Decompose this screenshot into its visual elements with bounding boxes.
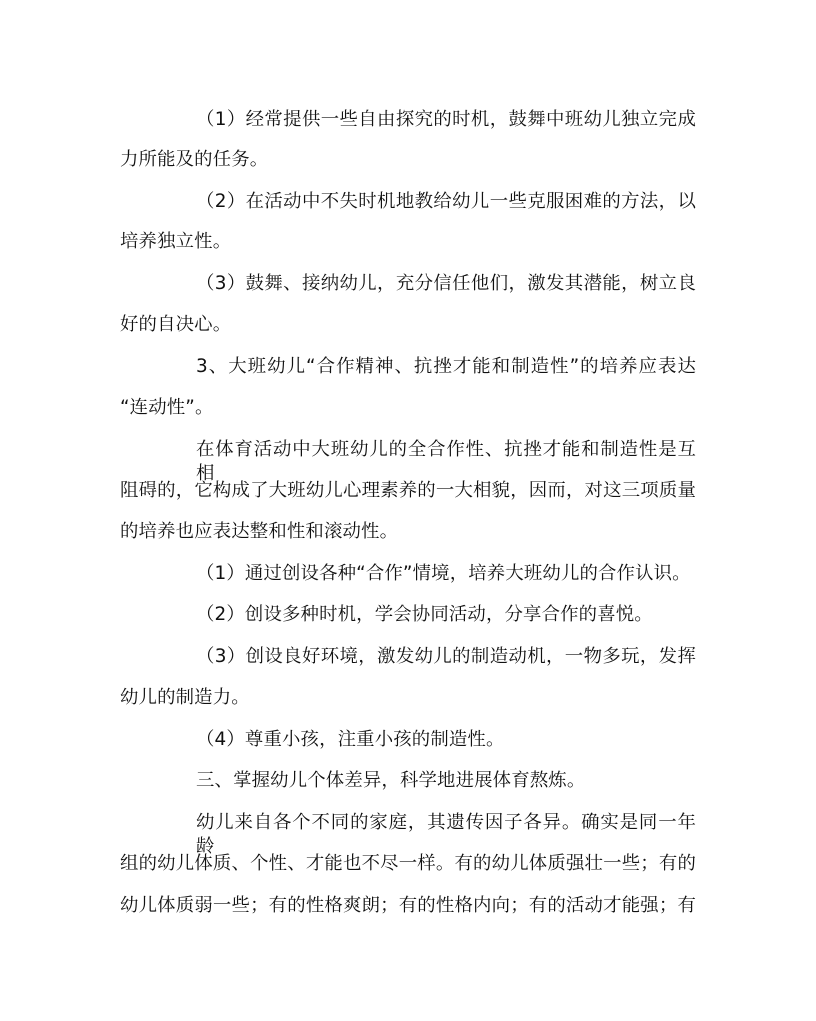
paragraph-line: 好的自决心。: [120, 314, 232, 335]
paragraph-line: （2）在活动中不失时机地教给幼儿一些克服困难的方法，以: [196, 191, 696, 212]
paragraph-line: “连动性”。: [120, 397, 214, 418]
paragraph-line: 的培养也应表达整和性和滚动性。: [120, 521, 399, 542]
paragraph-line: 3、大班幼儿“合作精神、抗挫才能和制造性”的培养应表达: [196, 356, 696, 377]
paragraph-line: 在体育活动中大班幼儿的全合作性、抗挫才能和制造性是互相: [196, 439, 696, 484]
paragraph-line: （1）通过创设各种“合作”情境，培养大班幼儿的合作认识。: [196, 563, 691, 584]
paragraph-line: 组的幼儿体质、个性、才能也不尽一样。有的幼儿体质强壮一些；有的: [120, 853, 696, 874]
paragraph-line: （4）尊重小孩，注重小孩的制造性。: [196, 729, 505, 750]
paragraph-line: 幼儿体质弱一些；有的性格爽朗；有的性格内向；有的活动才能强；有: [120, 895, 696, 916]
paragraph-line: （2）创设多种时机，学会协同活动，分享合作的喜悦。: [196, 604, 653, 625]
paragraph-line: 幼儿来自各个不同的家庭，其遗传因子各异。确实是同一年龄: [196, 812, 696, 857]
paragraph-line: 培养独立性。: [120, 231, 232, 252]
paragraph-line: 幼儿的制造力。: [120, 687, 250, 708]
section-heading: 三、掌握幼儿个体差异，科学地进展体育熬炼。: [196, 770, 586, 791]
paragraph-line: 阻碍的，它构成了大班幼儿心理素养的一大相貌，因而，对这三项质量: [120, 480, 696, 501]
paragraph-line: 力所能及的任务。: [120, 149, 269, 170]
paragraph-line: （3）创设良好环境，激发幼儿的制造动机，一物多玩，发挥: [196, 646, 696, 667]
paragraph-line: （1）经常提供一些自由探究的时机，鼓舞中班幼儿独立完成: [196, 109, 696, 130]
paragraph-line: （3）鼓舞、接纳幼儿，充分信任他们，激发其潜能，树立良: [196, 273, 696, 294]
